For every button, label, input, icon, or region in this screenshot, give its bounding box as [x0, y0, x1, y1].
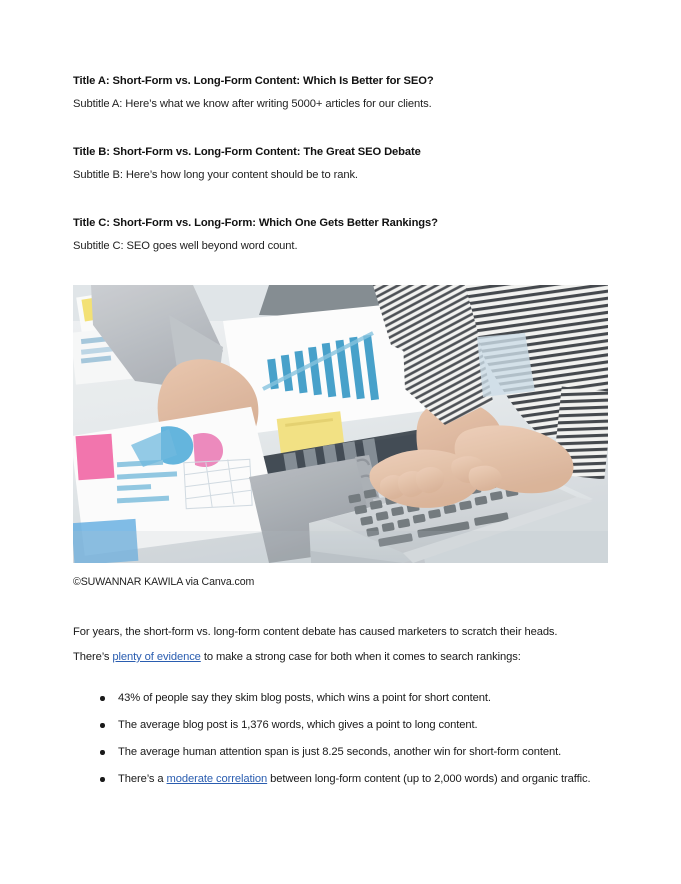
bullet-text-after: between long-form content (up to 2,000 words) and organic traffic.	[267, 773, 591, 785]
body-block	[73, 620, 613, 792]
bullet-text: The average blog post is 1,376 words, which gives a point to long content.	[118, 719, 478, 731]
list-item	[73, 740, 613, 765]
bullet-dot-icon	[100, 777, 105, 782]
document-content	[73, 72, 613, 794]
title-group-b	[73, 143, 613, 184]
desk-workspace-photo	[73, 285, 608, 563]
list-item	[73, 713, 613, 738]
bullet-dot-icon	[100, 696, 105, 701]
evidence-bullet-list	[73, 686, 613, 792]
title-b: Title B: Short-Form vs. Long-Form Content: The Great SEO Debate	[73, 146, 421, 158]
bullet-dot-icon	[100, 750, 105, 755]
bullet-text: 43% of people say they skim blog posts, which wins a point for short content.	[118, 692, 491, 704]
title-group-a	[73, 72, 613, 113]
figure-caption: ©SUWANNAR KAWILA via Canva.com	[73, 576, 255, 588]
figure	[73, 285, 608, 590]
intro-line-1: For years, the short-form vs. long-form content debate has caused marketers to scratch their heads.	[73, 626, 558, 638]
list-item	[73, 686, 613, 711]
plenty-of-evidence-link[interactable]: plenty of evidence	[112, 651, 201, 663]
title-c: Title C: Short-Form vs. Long-Form: Which One Gets Better Rankings?	[73, 217, 438, 229]
subtitle-b: Subtitle B: Here’s how long your content should be to rank.	[73, 169, 358, 181]
title-group-c	[73, 214, 613, 255]
intro-line-2	[73, 645, 613, 670]
bullet-dot-icon	[100, 723, 105, 728]
subtitle-c: Subtitle C: SEO goes well beyond word count.	[73, 240, 298, 252]
bullet-text: The average human attention span is just 8.25 seconds, another win for short-form content.	[118, 746, 562, 758]
subtitle-a: Subtitle A: Here’s what we know after writing 5000+ articles for our clients.	[73, 98, 432, 110]
list-item	[73, 767, 613, 792]
title-a: Title A: Short-Form vs. Long-Form Content: Which Is Better for SEO?	[73, 75, 434, 87]
moderate-correlation-link[interactable]: moderate correlation	[166, 773, 268, 785]
intro-line-2-after: to make a strong case for both when it comes to search rankings:	[200, 651, 521, 663]
intro-line-2-before: There’s	[73, 651, 113, 663]
bullet-text: There’s a	[118, 773, 167, 785]
